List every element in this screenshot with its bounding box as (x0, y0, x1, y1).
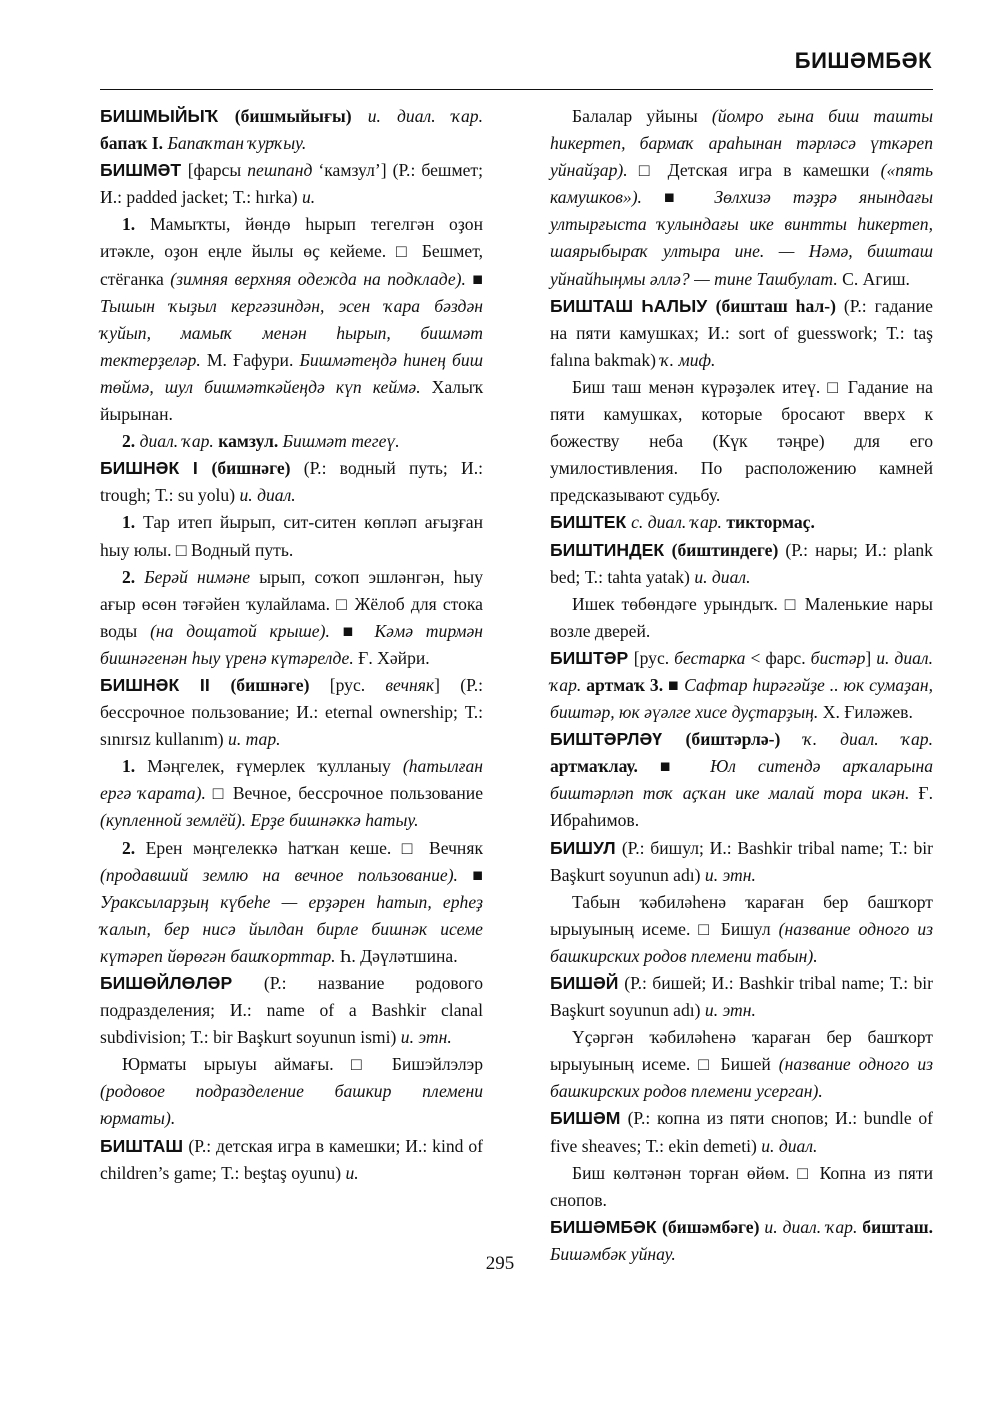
entry-text: (бишәмбәге) (662, 1216, 765, 1237)
headword: БИШТИНДЕК (550, 539, 672, 560)
entry-text: и. диал. ҡар. (764, 1216, 863, 1237)
entry-text: □ Детская игра в камешки (638, 160, 881, 181)
entry-text: с. диал. ҡар. (631, 512, 727, 533)
entry-text: и. (345, 1162, 359, 1183)
entry-text: диал. ҡар. (139, 431, 219, 452)
dictionary-entry (550, 1105, 933, 1159)
headword: БИШМЫЙЫҠ (100, 106, 235, 126)
headword: БИШӘЙ (550, 973, 625, 993)
entry-text: С. Агиш. (842, 268, 910, 289)
headword: БИШТАШ ҺАЛЫУ (550, 295, 716, 316)
entry-text: Табын ҡәбиләһенә ҡараған бер башҡорт ырыуының исеме. □ Бишул (550, 891, 933, 939)
entry-text: (родовое подразделение башкир племени юрматы). (100, 1081, 483, 1129)
entry-text: 2. (122, 837, 146, 858)
entry-text: (Р.: детская игра в камешки; И.: kind of children’s game; Т.: beştaş oyunu) (100, 1135, 483, 1183)
headword: БИШТӘРЛӘҮ (550, 729, 686, 750)
entry-text: (продавший землю на вечное пользование). (100, 864, 473, 885)
headword: БИШТЕК (550, 512, 632, 533)
entry-text: (купленной землёй). Ерҙе бишнәккә һатыу. (100, 810, 419, 831)
entry-text: ■ (668, 674, 685, 695)
entry-text: Х. Ғиләжев. (822, 702, 913, 723)
dictionary-entry (550, 970, 933, 1024)
entry-text: (һатылған ергә ҡарата). (100, 756, 484, 804)
entry-text: Бишмәтеңдә һинең биш төймә, шул бишмәткәйеңдә күп кеймә. (100, 349, 483, 397)
entry-text: Ураксыларҙың күбеһе — ерҙәрен һатып, ерһеҙ ҡалып, бер нисә йылдан бирле бишнәк исеме күтәреп йөрөгән башҡорттар. (100, 891, 483, 966)
entry-text: и. диал. ҡар. (367, 106, 483, 126)
left-column (100, 103, 483, 1187)
entry-text: (зимняя верхняя одежда на подкладе). (170, 268, 473, 289)
entry-text: Кәмә тирмән бишнәгенән һыу үренә күтәрелде. (100, 620, 483, 668)
entry-text: Тар итеп йырып, сит-ситен көпләп ағыҙған һыу юлы. □ Водный путь. (100, 512, 484, 560)
headword: БИШНӘК I (100, 458, 212, 479)
entry-text: М. Ғафури. (206, 349, 300, 370)
header-rule (100, 89, 933, 90)
entry-text: (Р.: копна из пяти снопов; И.: bundle of five sheaves; Т.: ekin demeti) (550, 1108, 933, 1156)
entry-sense (550, 374, 933, 509)
entry-text: бестарка (674, 647, 751, 668)
entry-sense (100, 428, 483, 455)
entry-text: («пять камушков»). (550, 160, 933, 208)
entry-text: артмаҡлау. (550, 756, 660, 777)
dictionary-entry (550, 726, 933, 834)
right-column (550, 103, 933, 1268)
entry-text: Ғ. Ибраһимов. (550, 783, 933, 831)
entry-text: [рус. (329, 674, 386, 695)
running-head: БИШӘМБӘК (794, 48, 932, 73)
headword: БИШӘМ (550, 1108, 628, 1129)
entry-sense (550, 591, 933, 645)
entry-text: вечняк (385, 674, 435, 695)
entry-text: Бишмәт тегеү. (282, 431, 400, 452)
entry-text: (бишмыйығы) (234, 106, 368, 126)
dictionary-entry (100, 1133, 483, 1187)
entry-text: 1. (122, 756, 148, 777)
entry-text: ҡ. миф. (660, 349, 716, 370)
headword: БИШМӘТ (100, 160, 188, 181)
entry-text: Мамыҡты, йөндө һырып тегелгән оҙон итәкле, оҙон еңле йылы өҫ кейеме. □ Бешмет, стёганка (100, 214, 484, 289)
entry-text: ] (865, 647, 877, 668)
entry-text: Балалар уйыны (572, 106, 712, 126)
headword: БИШНӘК II (100, 674, 231, 695)
entry-sense (100, 1051, 483, 1132)
entry-text: (биштиндеге) (671, 539, 786, 560)
entry-text: ‘камзул’] (Р.: бешмет; И.: padded jacket; Т.: hırka) (100, 160, 483, 208)
entry-text: бишташ. (862, 1216, 933, 1237)
dictionary-entry (550, 835, 933, 889)
dictionary-entry (550, 293, 933, 374)
entry-sense (550, 1024, 933, 1105)
entry-text: (Р.: бишул; И.: Bashkir tribal name; Т.: bir Başkurt soyunun adı) (550, 837, 934, 885)
entry-text: и. диал. (694, 566, 751, 587)
entry-text: □ Вечное, бессрочное пользование (212, 783, 483, 804)
entry-text: (Р.: бишей; И.: Bashkir tribal name; Т.: bir Başkurt soyunun adı) (550, 973, 933, 1021)
entry-text: Бишәмбәк уйнау. (550, 1243, 676, 1264)
page-number: 295 (485, 1253, 515, 1274)
entry-text: (на дощатой крыше). (150, 620, 343, 641)
headword: БИШӨЙЛӨЛӘР (100, 973, 264, 993)
entry-text: Биш көлтәнән торған өйөм. □ Копна из пяти снопов. (550, 1162, 933, 1210)
entry-text: Юрматы ырыуы аймағы. □ Бишэйлэлэр (122, 1054, 483, 1075)
entry-text: Зөлхизә тәҙрә янындағы ултырғыста ҡулындағы ике винтты һикертеп, шаярыбыраҡ ултыра ине. — Нәмә, бишташ уйнайһыңмы әллә? — тине Ташбулат. (550, 187, 934, 289)
entry-text: Ишек төбөндәге урындыҡ. □ Маленькие нары возле дверей. (550, 593, 933, 641)
entry-text: (Р.: название родового подразделения; И.: name of a Bashkir clanal subdivision; Т.: bir Başkurt soyunun ismi) (100, 973, 483, 1048)
entry-sense (100, 211, 483, 428)
entry-text: (йомро ғына биш ташты һикертеп, бармаҡ араһынан тәрләсә үткәреп уйнайҙар). (550, 106, 934, 181)
entry-text: и. тар. (228, 729, 281, 750)
entry-text: ] (Р.: бессрочное пользование; И.: eternal ownership; Т.: sınırsız kullanım) (100, 674, 483, 750)
entry-text: Үҫәргән ҡәбиләһенә ҡараған бер башҡорт ырыуының исеме. □ Бишей (550, 1027, 933, 1075)
entry-text: Бапаҡтан ҡурҡыу. (167, 133, 307, 154)
entry-text: 2. (122, 566, 145, 587)
entry-text: ырып, соҡоп эшләнгән, һыу ағыр өсөн тәғәйен ҡулайлама. □ Жёлоб для стока воды (100, 566, 483, 641)
entry-text: Юл ситендә арҡаларына биштәрләп тоҡ аҫҡан ике малай тора икән. (550, 756, 934, 804)
entry-text: Һ. Дәүләтшина. (339, 945, 458, 966)
entry-text: (название одного из башкирских родов племени табын). (550, 918, 933, 966)
entry-sense (100, 835, 483, 970)
headword: БИШТАШ (100, 1135, 189, 1156)
entry-text: ■ (659, 756, 711, 777)
entry-text: и. этн. (704, 1000, 756, 1021)
entry-text: Берәй нимәне (144, 566, 260, 587)
dictionary-entry (100, 103, 483, 157)
entry-sense (100, 753, 483, 834)
entry-text: ■ (472, 268, 483, 289)
entry-text: 1. (122, 214, 150, 235)
entry-text: и. этн. (400, 1027, 452, 1048)
entry-text: бапаҡ I. (100, 133, 168, 154)
entry-sense (550, 103, 933, 293)
entry-text: ■ (472, 864, 483, 885)
dictionary-entry (100, 970, 483, 1051)
entry-text: Халыҡ йырынан. (100, 376, 483, 425)
dictionary-entry (550, 537, 933, 591)
entry-text: ҡ. диал. ҡар. (803, 729, 933, 750)
entry-text: и. диал. (761, 1135, 818, 1156)
entry-text: и. этн. (704, 864, 756, 885)
dictionary-entry (100, 672, 483, 753)
entry-sense (550, 1160, 933, 1214)
dictionary-entry (100, 455, 483, 509)
entry-text: (бишнәге) (230, 674, 330, 695)
entry-sense (550, 889, 933, 970)
entry-text: (биштәрлә-) (685, 729, 804, 750)
entry-text: камзул. (218, 431, 283, 452)
entry-text: (Р.: гадание на пяти камушках; И.: sort of guesswork; Т.: taş falına bakmak) (550, 295, 933, 370)
entry-text: Сафтар һирәгәйҙе .. юк сумаҙан, биштәр, юк әүәлгe хисе дуҫтарҙың. (550, 674, 933, 723)
entry-text: (Р.: нары; И.: plank bed; Т.: tahta yatak) (550, 539, 933, 587)
entry-text: ■ (342, 620, 375, 641)
entry-sense (100, 509, 483, 563)
entry-text: и. диал. ҡар. (550, 647, 933, 695)
entry-text: Ерен мәңгелеккә һатҡан кеше. □ Вечняк (145, 837, 483, 858)
entry-text: (название одного из башкирских родов племени усерган). (550, 1054, 933, 1102)
entry-text: и. диал. (239, 485, 296, 506)
entry-text: 2. (122, 431, 140, 452)
entry-text: (бишташ һал-) (715, 295, 844, 316)
entry-text: тиктормаҫ. (726, 512, 815, 533)
entry-text: и. (301, 187, 316, 208)
dictionary-entry (100, 157, 483, 211)
entry-text: Тышын ҡыҙыл кергәзиндән, эсен ҡара бәздән ҡуйып, мамыҡ менән һырып, бишмәт тектерҙеләр. (100, 295, 483, 370)
entry-text: Биш таш менән күрәҙәлек итеү. □ Гадание на пяти камушках, которые бросают вверх к божеству неба (Күк тәңре) для его умилостивления. По расположению камней предсказывают судьбу. (550, 376, 933, 506)
dictionary-entry (550, 509, 933, 536)
entry-text: артмаҡ 3. (586, 674, 669, 695)
headword: БИШУЛ (550, 837, 622, 858)
entry-text: бистәр (810, 647, 866, 668)
entry-text: пешпанд (247, 160, 319, 181)
entry-text: [фарсы (187, 160, 248, 181)
entry-sense (100, 564, 483, 672)
entry-text: [рус. (633, 647, 675, 668)
entry-text: 1. (122, 512, 144, 533)
entry-text: (Р.: водный путь; И.: trough; Т.: su yolu) (100, 458, 483, 506)
entry-text: Ғ. Хәйри. (358, 647, 430, 668)
entry-text: Мәңгелек, ғүмерлек ҡулланыу (147, 756, 403, 777)
entry-text: ■ (664, 187, 715, 208)
headword: БИШТӘР (550, 647, 634, 668)
headword: БИШӘМБӘК (550, 1216, 662, 1237)
entry-text: < фарс. (750, 647, 811, 668)
entry-text: (бишнәге) (211, 458, 304, 479)
dictionary-entry (550, 645, 933, 726)
